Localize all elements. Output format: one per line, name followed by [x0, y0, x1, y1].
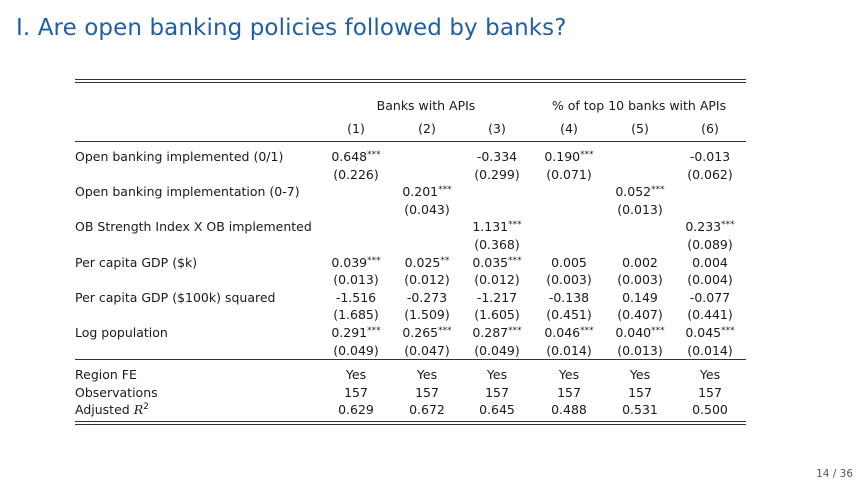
page-number: 14 / 36: [816, 468, 853, 480]
group-header-row: [75, 95, 746, 117]
coefficient-row: [75, 142, 746, 166]
standard-error-cell: [320, 236, 392, 254]
significance-stars: ***: [438, 185, 452, 196]
coefficient-cell: [606, 142, 674, 166]
coefficient-cell: [462, 254, 532, 272]
region-fe-row: [75, 360, 746, 384]
coefficient-value: 0.265: [402, 324, 439, 340]
standard-error-cell: (0.407): [617, 307, 663, 323]
significance-stars: ***: [367, 325, 381, 336]
significance-stars: ***: [721, 325, 735, 336]
standard-error-cell: (0.013): [617, 201, 663, 217]
standard-error-cell: (0.451): [546, 307, 592, 323]
coefficient-value: 0.046: [544, 324, 581, 340]
standard-error-cell: [606, 236, 674, 254]
footer-value: 0.488: [551, 402, 587, 418]
standard-error-cell: (0.368): [474, 236, 520, 252]
coefficient-value: -0.013: [689, 149, 731, 164]
coefficient-value: 0.040: [615, 324, 652, 340]
observations-row: [75, 384, 746, 402]
standard-error-cell: (0.013): [333, 272, 379, 288]
empty-label: [75, 271, 320, 289]
coefficient-cell: [674, 218, 746, 236]
standard-error-cell: (0.441): [687, 307, 733, 323]
group-header-top10-banks: % of top 10 banks with APIs: [551, 98, 727, 113]
empty-label: [75, 306, 320, 324]
standard-error-cell: [392, 166, 462, 184]
coefficient-cell: [392, 289, 462, 307]
coefficient-value: 0.190: [544, 149, 581, 164]
coefficient-value: 0.149: [622, 289, 658, 305]
significance-stars: ***: [508, 255, 522, 266]
coefficient-cell: [606, 254, 674, 272]
significance-stars: ***: [367, 150, 381, 160]
coefficient-value: -0.334: [476, 149, 518, 164]
footer-value: Yes: [462, 360, 532, 384]
standard-error-cell: [532, 236, 606, 254]
coefficient-value: 0.291: [331, 324, 368, 340]
regression-table: [75, 79, 746, 425]
significance-stars: **: [440, 255, 450, 266]
column-number: (3): [488, 121, 506, 136]
standard-error-cell: (0.047): [404, 342, 450, 358]
standard-error-cell: (0.071): [546, 166, 592, 182]
coefficient-cell: [462, 183, 532, 201]
coefficient-value: -1.217: [476, 289, 518, 305]
coefficient-cell: [674, 289, 746, 307]
standard-error-row: [75, 201, 746, 219]
footer-value: 0.645: [479, 402, 515, 418]
coefficient-value: 1.131: [472, 219, 509, 235]
coefficient-cell: [532, 254, 606, 272]
coefficient-value: 0.052: [615, 184, 652, 200]
standard-error-cell: (1.509): [404, 307, 450, 323]
standard-error-cell: (0.062): [687, 166, 733, 182]
variable-label: Log population: [75, 324, 168, 340]
footer-value: Yes: [320, 360, 392, 384]
footer-value: 0.672: [409, 402, 445, 418]
footer-value: 157: [485, 384, 509, 400]
footer-label: Region FE: [75, 360, 320, 384]
footer-value: 157: [628, 384, 652, 400]
coefficient-row: [75, 254, 746, 272]
coefficient-value: -1.516: [335, 289, 377, 305]
standard-error-row: [75, 236, 746, 254]
coefficient-cell: [392, 183, 462, 201]
coefficient-row: [75, 183, 746, 201]
coefficient-value: 0.004: [692, 254, 728, 270]
footer-value: 157: [698, 384, 722, 400]
coefficient-value: 0.287: [472, 324, 509, 340]
standard-error-cell: (0.014): [546, 342, 592, 358]
coefficient-cell: [320, 183, 392, 201]
significance-stars: ***: [651, 185, 665, 196]
standard-error-cell: (0.014): [687, 342, 733, 358]
footer-label: Observations: [75, 384, 158, 400]
standard-error-row: [75, 342, 746, 360]
footer-value: Yes: [606, 360, 674, 384]
significance-stars: ***: [438, 325, 452, 336]
coefficient-value: 0.201: [402, 184, 439, 200]
coefficient-value: 0.045: [685, 324, 722, 340]
coefficient-value: 0.005: [551, 254, 587, 270]
column-number-row: [75, 117, 746, 142]
footer-value: Yes: [674, 360, 746, 384]
coefficient-value: -0.077: [689, 289, 731, 305]
adjusted-r2-superscript: 2: [143, 402, 149, 413]
empty-label: [75, 166, 320, 184]
footer-value: 157: [415, 384, 439, 400]
coefficient-row: [75, 289, 746, 307]
coefficient-value: -0.138: [548, 289, 590, 305]
standard-error-cell: (0.013): [617, 342, 663, 358]
standard-error-row: [75, 306, 746, 324]
coefficient-value: 0.233: [685, 219, 722, 235]
coefficient-cell: [674, 324, 746, 342]
coefficient-cell: [392, 254, 462, 272]
coefficient-cell: [392, 218, 462, 236]
coefficient-value: -0.273: [406, 289, 448, 305]
standard-error-cell: (0.049): [333, 342, 379, 358]
footer-value: Yes: [392, 360, 462, 384]
standard-error-cell: (0.003): [617, 272, 663, 288]
footer-value: Yes: [532, 360, 606, 384]
significance-stars: ***: [721, 220, 735, 231]
standard-error-cell: (0.226): [333, 166, 379, 182]
coefficient-cell: [320, 218, 392, 236]
variable-label: Open banking implemented (0/1): [75, 142, 320, 166]
coefficient-cell: [674, 254, 746, 272]
adjusted-r2-row: [75, 401, 746, 419]
variable-label: Per capita GDP ($100k) squared: [75, 289, 276, 305]
table-bottom-rule: [75, 421, 746, 425]
standard-error-cell: (1.605): [474, 307, 520, 323]
significance-stars: ***: [580, 150, 594, 160]
coefficient-cell: [320, 289, 392, 307]
coefficient-cell: [462, 142, 532, 166]
coefficient-value: 0.002: [622, 254, 658, 270]
standard-error-cell: (0.003): [546, 272, 592, 288]
significance-stars: ***: [508, 220, 522, 231]
significance-stars: ***: [367, 255, 381, 266]
coefficient-cell: [462, 289, 532, 307]
coefficient-cell: [606, 289, 674, 307]
coefficient-cell: [674, 183, 746, 201]
standard-error-cell: [532, 201, 606, 219]
coefficient-value: 0.039: [331, 254, 368, 270]
standard-error-row: [75, 166, 746, 184]
footer-value: 157: [344, 384, 368, 400]
standard-error-cell: (0.012): [404, 272, 450, 288]
adjusted-r2-prefix: Adjusted: [75, 402, 134, 418]
coefficient-cell: [462, 218, 532, 236]
column-number: (6): [701, 121, 719, 136]
column-number: (5): [631, 121, 649, 136]
standard-error-cell: (0.049): [474, 342, 520, 358]
coefficient-cell: [320, 142, 392, 166]
standard-error-cell: (0.089): [687, 236, 733, 252]
standard-error-cell: [462, 201, 532, 219]
coefficient-cell: [320, 254, 392, 272]
coefficient-cell: [606, 183, 674, 201]
standard-error-cell: [606, 166, 674, 184]
column-number: (4): [560, 121, 578, 136]
empty-label: [75, 201, 320, 219]
standard-error-cell: [320, 201, 392, 219]
standard-error-cell: [674, 201, 746, 219]
significance-stars: ***: [508, 325, 522, 336]
standard-error-cell: (0.012): [474, 272, 520, 288]
footer-value: 0.531: [622, 402, 658, 418]
footer-label: [75, 401, 320, 419]
coefficient-cell: [532, 324, 606, 342]
coefficient-cell: [606, 218, 674, 236]
coefficient-cell: [674, 142, 746, 166]
footer-value: 0.500: [692, 402, 728, 418]
empty-label: [75, 236, 320, 254]
coefficient-cell: [462, 324, 532, 342]
variable-label: Open banking implementation (0-7): [75, 184, 300, 200]
coefficient-cell: [532, 218, 606, 236]
coefficient-cell: [606, 324, 674, 342]
adjusted-r2-variable: R: [133, 402, 144, 418]
footer-value: 0.629: [338, 402, 374, 418]
coefficient-cell: [320, 324, 392, 342]
regression-table-body: [75, 83, 746, 419]
coefficient-cell: [392, 324, 462, 342]
coefficient-cell: [532, 142, 606, 166]
significance-stars: ***: [580, 325, 594, 336]
standard-error-cell: (0.299): [474, 166, 520, 182]
group-header-banks-with-apis: Banks with APIs: [376, 98, 476, 113]
column-number: (2): [418, 121, 436, 136]
variable-label: OB Strength Index X OB implemented: [75, 219, 312, 235]
coefficient-row: [75, 218, 746, 236]
coefficient-value: 0.025: [404, 254, 441, 270]
standard-error-cell: (0.004): [687, 272, 733, 288]
slide-title: I. Are open banking policies followed by banks?: [16, 15, 567, 41]
coefficient-cell: [392, 142, 462, 166]
standard-error-row: [75, 271, 746, 289]
standard-error-cell: (1.685): [333, 307, 379, 323]
coefficient-value: 0.648: [331, 149, 368, 164]
empty-label: [75, 342, 320, 360]
standard-error-cell: [392, 236, 462, 254]
group-header-row: [75, 83, 746, 95]
significance-stars: ***: [651, 325, 665, 336]
variable-label: Per capita GDP ($k): [75, 254, 198, 270]
coefficient-cell: [532, 183, 606, 201]
column-number: (1): [347, 121, 365, 136]
coefficient-row: [75, 324, 746, 342]
coefficient-value: 0.035: [472, 254, 509, 270]
standard-error-cell: (0.043): [404, 201, 450, 217]
footer-value: 157: [557, 384, 581, 400]
coefficient-cell: [532, 289, 606, 307]
